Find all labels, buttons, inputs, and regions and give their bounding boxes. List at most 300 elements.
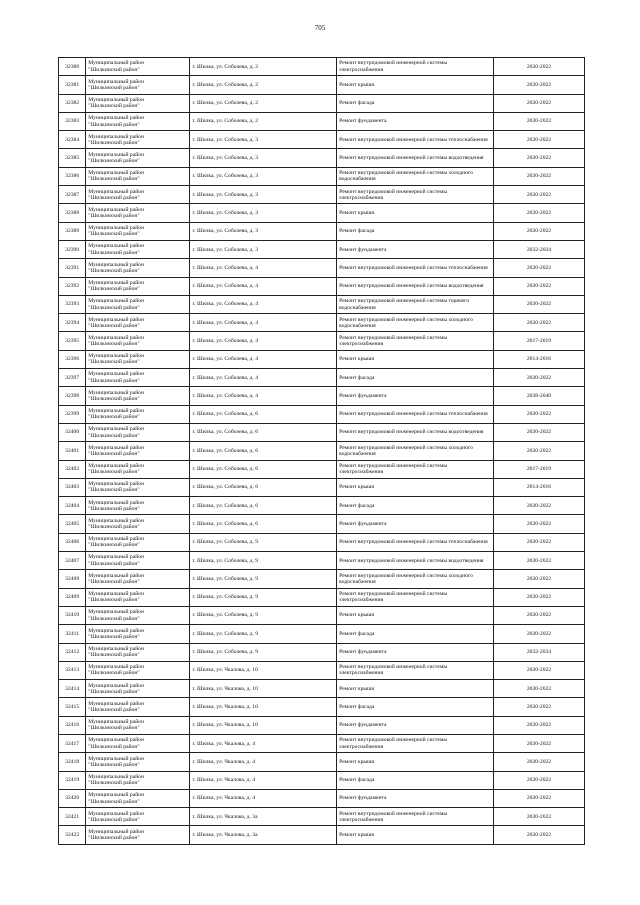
record-number-cell: 32381	[59, 76, 86, 94]
municipality-cell	[86, 58, 190, 76]
work-type-cell: Ремонт фасада	[337, 222, 494, 240]
municipality-cell	[86, 826, 190, 844]
table-row	[59, 350, 585, 368]
municipality-name: "Шилкинский район"	[88, 359, 140, 366]
municipality-name: "Шилкинский район"	[88, 341, 140, 348]
municipality-type: Муниципальный район	[88, 97, 144, 104]
period-cell: 2014-2016	[493, 478, 584, 496]
municipality-cell	[86, 387, 190, 405]
municipality-name: "Шилкинский район"	[88, 176, 140, 183]
period-cell: 2020-2022	[493, 606, 584, 624]
address-cell: г. Шилка, ул. Соболева, д. 6	[190, 442, 337, 460]
municipality-name: "Шилкинский район"	[88, 524, 140, 531]
table-row	[59, 789, 585, 807]
municipality-name: "Шилкинский район"	[88, 395, 140, 402]
table-row	[59, 497, 585, 515]
work-type-cell: Ремонт внутридомовой инженерной системы электроснабжения	[337, 808, 494, 826]
work-type-cell: Ремонт крыши	[337, 478, 494, 496]
municipality-type: Муниципальный район	[88, 426, 144, 433]
address-cell: г. Шилка, ул. Чкалова, д. 3а	[190, 808, 337, 826]
table-row	[59, 460, 585, 478]
work-type-cell: Ремонт фундамента	[337, 643, 494, 661]
period-cell: 2020-2022	[493, 716, 584, 734]
municipality-cell	[86, 497, 190, 515]
municipality-type: Муниципальный район	[88, 517, 144, 524]
municipality-type: Муниципальный район	[88, 828, 144, 835]
address-cell: г. Шилка, ул. Чкалова, д. 10	[190, 661, 337, 679]
municipality-cell	[86, 167, 190, 185]
table-row	[59, 58, 585, 76]
municipality-type: Муниципальный район	[88, 133, 144, 140]
period-cell: 2020-2022	[493, 570, 584, 588]
municipality-cell	[86, 680, 190, 698]
municipality-cell	[86, 405, 190, 423]
period-cell: 2020-2022	[493, 167, 584, 185]
table-row	[59, 808, 585, 826]
municipality-cell	[86, 588, 190, 606]
municipality-name: "Шилкинский район"	[88, 542, 140, 549]
period-cell: 2020-2022	[493, 826, 584, 844]
municipality-name: "Шилкинский район"	[88, 249, 140, 256]
period-cell: 2020-2022	[493, 259, 584, 277]
period-cell: 2020-2022	[493, 186, 584, 204]
address-cell: г. Шилка, ул. Соболева, д. 3	[190, 186, 337, 204]
record-number-cell: 32408	[59, 570, 86, 588]
municipality-name: "Шилкинский район"	[88, 450, 140, 457]
municipality-cell	[86, 131, 190, 149]
work-type-cell: Ремонт фундамента	[337, 387, 494, 405]
municipality-cell	[86, 277, 190, 295]
municipality-cell	[86, 533, 190, 551]
municipality-name: "Шилкинский район"	[88, 798, 140, 805]
period-cell: 2020-2022	[493, 442, 584, 460]
address-cell: г. Шилка, ул. Соболева, д. 4	[190, 277, 337, 295]
address-cell: г. Шилка, ул. Соболева, д. 9	[190, 643, 337, 661]
record-number-cell: 32390	[59, 240, 86, 258]
record-number-cell: 32398	[59, 387, 86, 405]
municipality-cell	[86, 186, 190, 204]
table-row	[59, 387, 585, 405]
work-type-cell: Ремонт фундамента	[337, 240, 494, 258]
work-type-cell: Ремонт крыши	[337, 76, 494, 94]
municipality-type: Муниципальный район	[88, 280, 144, 286]
municipality-name: "Шилкинский район"	[88, 725, 140, 732]
municipality-name: "Шилкинский район"	[88, 816, 140, 823]
record-number-cell: 32393	[59, 295, 86, 313]
address-cell: г. Шилка, ул. Соболева, д. 9	[190, 533, 337, 551]
address-cell: г. Шилка, ул. Соболева, д. 9	[190, 588, 337, 606]
record-number-cell: 32392	[59, 277, 86, 295]
table-row	[59, 423, 585, 441]
record-number-cell: 32383	[59, 112, 86, 130]
period-cell: 2020-2022	[493, 789, 584, 807]
municipality-type: Муниципальный район	[88, 371, 144, 378]
municipality-type: Муниципальный район	[88, 645, 144, 652]
address-cell: г. Шилка, ул. Соболева, д. 4	[190, 369, 337, 387]
work-type-cell: Ремонт внутридомовой инженерной системы теплоснабжения	[337, 131, 494, 149]
municipality-cell	[86, 643, 190, 661]
period-cell: 2020-2022	[493, 423, 584, 441]
record-number-cell: 32406	[59, 533, 86, 551]
table-row	[59, 478, 585, 496]
work-type-cell: Ремонт фасада	[337, 94, 494, 112]
period-cell: 2020-2022	[493, 405, 584, 423]
period-cell: 2020-2022	[493, 680, 584, 698]
address-cell: г. Шилка, ул. Соболева, д. 4	[190, 332, 337, 350]
record-number-cell: 32396	[59, 350, 86, 368]
record-number-cell: 32387	[59, 186, 86, 204]
address-cell: г. Шилка, ул. Соболева, д. 2	[190, 76, 337, 94]
municipality-type: Муниципальный район	[88, 755, 144, 762]
work-type-cell: Ремонт крыши	[337, 753, 494, 771]
address-cell: г. Шилка, ул. Чкалова, д. 4	[190, 771, 337, 789]
municipality-type: Муниципальный район	[88, 536, 144, 543]
municipality-type: Муниципальный район	[88, 554, 144, 561]
municipality-cell	[86, 222, 190, 240]
address-cell: г. Шилка, ул. Соболева, д. 4	[190, 350, 337, 368]
address-cell: г. Шилка, ул. Соболева, д. 3	[190, 167, 337, 185]
table-row	[59, 570, 585, 588]
record-number-cell: 32414	[59, 680, 86, 698]
municipality-cell	[86, 314, 190, 332]
record-number-cell: 32403	[59, 478, 86, 496]
municipality-cell	[86, 625, 190, 643]
municipality-name: "Шилкинский район"	[88, 121, 140, 128]
period-cell: 2020-2022	[493, 314, 584, 332]
period-cell: 2020-2022	[493, 295, 584, 313]
municipality-name: "Шилкинский район"	[88, 139, 140, 146]
municipality-type: Муниципальный район	[88, 78, 144, 85]
period-cell: 2020-2022	[493, 771, 584, 789]
record-number-cell: 32410	[59, 606, 86, 624]
municipality-name: "Шилкинский район"	[88, 578, 140, 585]
municipality-type: Муниципальный район	[88, 737, 144, 744]
municipality-cell	[86, 698, 190, 716]
municipality-cell	[86, 771, 190, 789]
work-type-cell: Ремонт фасада	[337, 369, 494, 387]
municipality-type: Муниципальный район	[88, 719, 144, 726]
municipality-cell	[86, 460, 190, 478]
municipality-cell	[86, 204, 190, 222]
address-cell: г. Шилка, ул. Соболева, д. 3	[190, 204, 337, 222]
municipality-cell	[86, 240, 190, 258]
municipality-cell	[86, 753, 190, 771]
table-row	[59, 186, 585, 204]
work-type-cell: Ремонт фасада	[337, 771, 494, 789]
registry-body	[59, 58, 585, 845]
work-type-cell: Ремонт внутридомовой инженерной системы водоотведения	[337, 149, 494, 167]
table-row	[59, 222, 585, 240]
record-number-cell: 32391	[59, 259, 86, 277]
table-row	[59, 167, 585, 185]
table-row	[59, 369, 585, 387]
municipality-type: Муниципальный район	[88, 481, 144, 488]
address-cell: г. Шилка, ул. Соболева, д. 6	[190, 478, 337, 496]
table-row	[59, 606, 585, 624]
municipality-type: Муниципальный район	[88, 627, 144, 634]
municipality-name: "Шилкинский район"	[88, 377, 140, 384]
record-number-cell: 32411	[59, 625, 86, 643]
address-cell: г. Шилка, ул. Соболева, д. 3	[190, 222, 337, 240]
table-row	[59, 332, 585, 350]
municipality-name: "Шилкинский район"	[88, 322, 140, 329]
work-type-cell: Ремонт крыши	[337, 680, 494, 698]
record-number-cell: 32415	[59, 698, 86, 716]
municipality-cell	[86, 478, 190, 496]
address-cell: г. Шилка, ул. Чкалова, д. 3а	[190, 826, 337, 844]
table-row	[59, 680, 585, 698]
work-type-cell: Ремонт внутридомовой инженерной системы холодного водоснабжения	[337, 314, 494, 332]
record-number-cell: 32399	[59, 405, 86, 423]
work-type-cell: Ремонт внутридомовой инженерной системы электроснабжения	[337, 186, 494, 204]
table-row	[59, 314, 585, 332]
period-cell: 2020-2022	[493, 625, 584, 643]
period-cell: 2017-2019	[493, 332, 584, 350]
work-type-cell: Ремонт фундамента	[337, 716, 494, 734]
period-cell: 2020-2022	[493, 94, 584, 112]
municipality-type: Муниципальный район	[88, 225, 144, 232]
record-number-cell: 32395	[59, 332, 86, 350]
table-row	[59, 826, 585, 844]
record-number-cell: 32419	[59, 771, 86, 789]
record-number-cell: 32407	[59, 552, 86, 570]
work-type-cell: Ремонт крыши	[337, 350, 494, 368]
period-cell: 2020-2022	[493, 808, 584, 826]
municipality-name: "Шилкинский район"	[88, 304, 140, 311]
address-cell: г. Шилка, ул. Чкалова, д. 4	[190, 789, 337, 807]
record-number-cell: 32389	[59, 222, 86, 240]
address-cell: г. Шилка, ул. Соболева, д. 4	[190, 259, 337, 277]
period-cell: 2020-2022	[493, 76, 584, 94]
municipality-name: "Шилкинский район"	[88, 286, 140, 293]
period-cell: 2020-2022	[493, 112, 584, 130]
address-cell: г. Шилка, ул. Соболева, д. 2	[190, 58, 337, 76]
period-cell: 2032-2034	[493, 643, 584, 661]
municipality-name: "Шилкинский район"	[88, 743, 140, 750]
period-cell: 2032-2034	[493, 240, 584, 258]
period-cell: 2020-2022	[493, 204, 584, 222]
table-row	[59, 661, 585, 679]
record-number-cell: 32386	[59, 167, 86, 185]
record-number-cell: 32394	[59, 314, 86, 332]
table-row	[59, 131, 585, 149]
address-cell: г. Шилка, ул. Соболева, д. 6	[190, 460, 337, 478]
record-number-cell: 32384	[59, 131, 86, 149]
record-number-cell: 32388	[59, 204, 86, 222]
municipality-type: Муниципальный район	[88, 243, 144, 250]
municipality-name: "Шилкинский район"	[88, 213, 140, 220]
municipality-name: "Шилкинский район"	[88, 707, 140, 714]
municipality-name: "Шилкинский район"	[88, 231, 140, 238]
municipality-name: "Шилкинский район"	[88, 688, 140, 695]
work-type-cell: Ремонт внутридомовой инженерной системы теплоснабжения	[337, 533, 494, 551]
table-row	[59, 753, 585, 771]
period-cell: 2020-2022	[493, 533, 584, 551]
municipality-name: "Шилкинский район"	[88, 432, 140, 439]
municipality-type: Муниципальный район	[88, 170, 144, 177]
record-number-cell: 32380	[59, 58, 86, 76]
period-cell: 2017-2019	[493, 460, 584, 478]
address-cell: г. Шилка, ул. Соболева, д. 3	[190, 149, 337, 167]
municipality-name: "Шилкинский район"	[88, 469, 140, 476]
municipality-cell	[86, 552, 190, 570]
period-cell: 2020-2022	[493, 734, 584, 752]
record-number-cell: 32397	[59, 369, 86, 387]
table-row	[59, 442, 585, 460]
work-type-cell: Ремонт внутридомовой инженерной системы электроснабжения	[337, 332, 494, 350]
municipality-type: Муниципальный район	[88, 664, 144, 671]
address-cell: г. Шилка, ул. Соболева, д. 6	[190, 405, 337, 423]
record-number-cell: 32385	[59, 149, 86, 167]
period-cell: 2020-2022	[493, 277, 584, 295]
work-type-cell: Ремонт фундамента	[337, 112, 494, 130]
record-number-cell: 32409	[59, 588, 86, 606]
work-type-cell: Ремонт крыши	[337, 826, 494, 844]
table-row	[59, 295, 585, 313]
address-cell: г. Шилка, ул. Соболева, д. 2	[190, 112, 337, 130]
municipality-cell	[86, 570, 190, 588]
municipality-cell	[86, 442, 190, 460]
municipality-type: Муниципальный район	[88, 151, 144, 158]
period-cell: 2020-2022	[493, 497, 584, 515]
municipality-type: Муниципальный район	[88, 444, 144, 451]
municipality-type: Муниципальный район	[88, 316, 144, 323]
municipality-name: "Шилкинский район"	[88, 670, 140, 677]
period-cell: 2014-2016	[493, 350, 584, 368]
address-cell: г. Шилка, ул. Чкалова, д. 10	[190, 680, 337, 698]
municipality-cell	[86, 332, 190, 350]
record-number-cell: 32412	[59, 643, 86, 661]
table-row	[59, 533, 585, 551]
record-number-cell: 32413	[59, 661, 86, 679]
address-cell: г. Шилка, ул. Соболева, д. 9	[190, 570, 337, 588]
address-cell: г. Шилка, ул. Соболева, д. 6	[190, 497, 337, 515]
municipality-name: "Шилкинский район"	[88, 158, 140, 165]
municipality-type: Муниципальный район	[88, 188, 144, 195]
table-row	[59, 552, 585, 570]
municipality-cell	[86, 149, 190, 167]
record-number-cell: 32421	[59, 808, 86, 826]
work-type-cell: Ремонт крыши	[337, 204, 494, 222]
municipality-type: Муниципальный район	[88, 261, 144, 268]
municipality-name: "Шилкинский район"	[88, 487, 140, 494]
municipality-name: "Шилкинский район"	[88, 66, 140, 73]
work-type-cell: Ремонт внутридомовой инженерной системы теплоснабжения	[337, 259, 494, 277]
table-row	[59, 277, 585, 295]
table-row	[59, 259, 585, 277]
table-row	[59, 94, 585, 112]
record-number-cell: 32422	[59, 826, 86, 844]
table-row	[59, 771, 585, 789]
work-type-cell: Ремонт внутридомовой инженерной системы электроснабжения	[337, 58, 494, 76]
period-cell: 2020-2022	[493, 149, 584, 167]
table-row	[59, 240, 585, 258]
municipality-cell	[86, 112, 190, 130]
municipality-cell	[86, 661, 190, 679]
address-cell: г. Шилка, ул. Чкалова, д. 10	[190, 698, 337, 716]
municipality-cell	[86, 515, 190, 533]
municipality-cell	[86, 76, 190, 94]
period-cell: 2020-2022	[493, 131, 584, 149]
address-cell: г. Шилка, ул. Соболева, д. 6	[190, 423, 337, 441]
table-row	[59, 643, 585, 661]
address-cell: г. Шилка, ул. Соболева, д. 2	[190, 94, 337, 112]
period-cell: 2020-2022	[493, 588, 584, 606]
municipality-type: Муниципальный район	[88, 206, 144, 213]
municipality-type: Муниципальный район	[88, 408, 144, 415]
municipality-cell	[86, 259, 190, 277]
municipality-cell	[86, 716, 190, 734]
municipality-type: Муниципальный район	[88, 792, 144, 799]
address-cell: г. Шилка, ул. Соболева, д. 4	[190, 314, 337, 332]
table-row	[59, 76, 585, 94]
municipality-type: Муниципальный район	[88, 572, 144, 579]
address-cell: г. Шилка, ул. Чкалова, д. 4	[190, 734, 337, 752]
municipality-cell	[86, 369, 190, 387]
record-number-cell: 32416	[59, 716, 86, 734]
municipality-cell	[86, 606, 190, 624]
table-row	[59, 716, 585, 734]
record-number-cell: 32400	[59, 423, 86, 441]
work-type-cell: Ремонт внутридомовой инженерной системы горячего водоснабжения	[337, 295, 494, 313]
municipality-cell	[86, 734, 190, 752]
work-type-cell: Ремонт внутридомовой инженерной системы холодного водоснабжения	[337, 167, 494, 185]
table-row	[59, 734, 585, 752]
table-row	[59, 204, 585, 222]
period-cell: 2020-2022	[493, 222, 584, 240]
municipality-type: Муниципальный район	[88, 609, 144, 616]
work-type-cell: Ремонт внутридомовой инженерной системы электроснабжения	[337, 588, 494, 606]
period-cell: 2020-2022	[493, 661, 584, 679]
record-number-cell: 32404	[59, 497, 86, 515]
municipality-name: "Шилкинский район"	[88, 267, 140, 274]
work-type-cell: Ремонт внутридомовой инженерной системы теплоснабжения	[337, 405, 494, 423]
table-row	[59, 698, 585, 716]
period-cell: 2020-2022	[493, 552, 584, 570]
municipality-type: Муниципальный район	[88, 334, 144, 341]
record-number-cell: 32402	[59, 460, 86, 478]
municipality-name: "Шилкинский район"	[88, 615, 140, 622]
work-type-cell: Ремонт внутридомовой инженерной системы водоотведения	[337, 277, 494, 295]
address-cell: г. Шилка, ул. Соболева, д. 9	[190, 625, 337, 643]
municipality-type: Муниципальный район	[88, 774, 144, 781]
municipality-name: "Шилкинский район"	[88, 652, 140, 659]
address-cell: г. Шилка, ул. Чкалова, д. 10	[190, 716, 337, 734]
address-cell: г. Шилка, ул. Соболева, д. 9	[190, 606, 337, 624]
municipality-name: "Шилкинский район"	[88, 103, 140, 110]
municipality-type: Муниципальный район	[88, 298, 144, 305]
municipality-type: Муниципальный район	[88, 682, 144, 689]
table-row	[59, 625, 585, 643]
address-cell: г. Шилка, ул. Чкалова, д. 4	[190, 753, 337, 771]
work-type-cell: Ремонт внутридомовой инженерной системы водоотведения	[337, 423, 494, 441]
municipality-cell	[86, 789, 190, 807]
work-type-cell: Ремонт фасада	[337, 625, 494, 643]
work-type-cell: Ремонт фундамента	[337, 515, 494, 533]
municipality-name: "Шилкинский район"	[88, 84, 140, 91]
period-cell: 2020-2022	[493, 698, 584, 716]
record-number-cell: 32418	[59, 753, 86, 771]
municipality-type: Муниципальный район	[88, 810, 144, 817]
period-cell: 2020-2022	[493, 369, 584, 387]
work-type-cell: Ремонт внутридомовой инженерной системы холодного водоснабжения	[337, 442, 494, 460]
municipality-type: Муниципальный район	[88, 462, 144, 469]
address-cell: г. Шилка, ул. Соболева, д. 9	[190, 552, 337, 570]
period-cell: 2038-2040	[493, 387, 584, 405]
municipality-cell	[86, 94, 190, 112]
work-type-cell: Ремонт внутридомовой инженерной системы электроснабжения	[337, 460, 494, 478]
work-type-cell: Ремонт внутридомовой инженерной системы водоотведения	[337, 552, 494, 570]
